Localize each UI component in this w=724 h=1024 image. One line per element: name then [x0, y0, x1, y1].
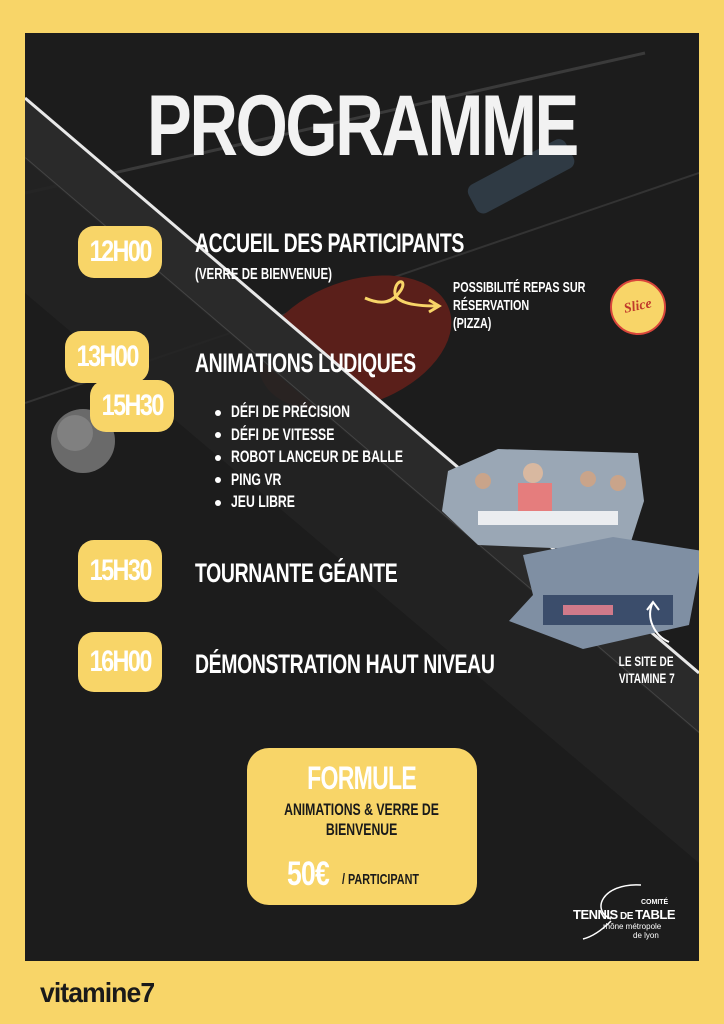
- time-badge-1200: 12H00: [78, 226, 162, 278]
- list-item: ROBOT LANCEUR DE BALLE: [215, 446, 470, 469]
- schedule-heading-accueil: ACCUEIL DES PARTICIPANTS: [195, 228, 464, 258]
- formula-unit: / PARTICIPANT: [342, 871, 420, 888]
- list-item: PING VR: [215, 469, 470, 492]
- site-label: LE SITE DE VITAMINE 7: [618, 653, 675, 686]
- time-badge-1530-end: 15H30: [90, 380, 174, 432]
- time-badge-1530: 15H30: [78, 540, 162, 602]
- list-item: DÉFI DE PRÉCISION: [215, 401, 470, 424]
- page-title: PROGRAMME: [147, 78, 577, 174]
- formula-title: FORMULE: [307, 760, 417, 796]
- time-badge-1300: 13H00: [65, 331, 149, 383]
- list-item: JEU LIBRE: [215, 491, 470, 514]
- vitamine7-logo: vitamine7: [40, 977, 155, 1008]
- comite-logo: COMITÉ TENNIS DE TABLE rhône métropole de lyon: [573, 881, 673, 945]
- schedule-heading-tournante: TOURNANTE GÉANTE: [195, 558, 398, 588]
- schedule-heading-animations: ANIMATIONS LUDIQUES: [195, 348, 416, 378]
- poster-panel: [25, 33, 699, 961]
- activities-list: [215, 401, 470, 514]
- arrow-icon: [363, 276, 445, 320]
- formula-box: [247, 748, 477, 905]
- formula-price: 50€: [287, 855, 329, 893]
- slice-logo: Slice: [610, 279, 666, 335]
- formula-description: ANIMATIONS & VERRE DE BIENVENUE: [284, 800, 440, 839]
- curved-arrow-icon: [645, 598, 675, 648]
- time-badge-1600: 16H00: [78, 632, 162, 692]
- list-item: DÉFI DE VITESSE: [215, 424, 470, 447]
- schedule-heading-demonstration: DÉMONSTRATION HAUT NIVEAU: [195, 649, 495, 679]
- schedule-sub-verre: (VERRE DE BIENVENUE): [195, 266, 332, 283]
- meal-note: POSSIBILITÉ REPAS SUR RÉSERVATION (PIZZA): [453, 279, 586, 332]
